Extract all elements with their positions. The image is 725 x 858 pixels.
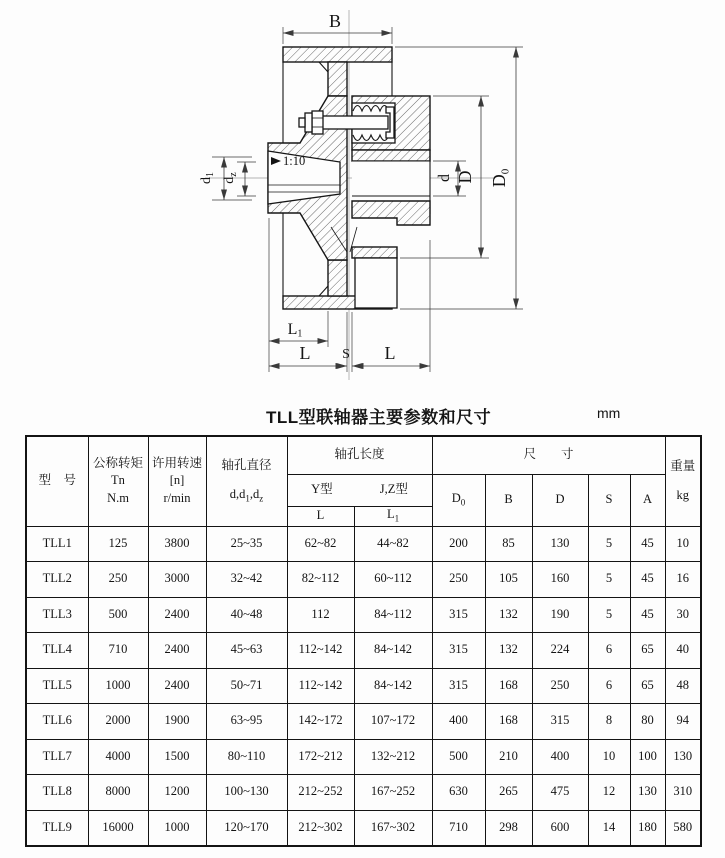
col-header-bore-diameter xyxy=(206,436,287,526)
table-cell: TLL4 xyxy=(26,633,88,669)
table-cell: 84~142 xyxy=(354,668,432,704)
table-cell: 16 xyxy=(665,562,701,598)
table-row xyxy=(26,597,701,633)
y-type-label: Y型 xyxy=(311,482,333,497)
table-cell: 212~302 xyxy=(287,810,354,846)
bore-dia-line2: $d,d_1,d_z$ xyxy=(229,486,264,504)
table-cell: 1000 xyxy=(148,810,206,846)
table-row xyxy=(26,633,701,669)
table-cell: 167~252 xyxy=(354,775,432,811)
table-row xyxy=(26,810,701,846)
table-cell: 48 xyxy=(665,668,701,704)
speed-line2: [n] xyxy=(169,473,185,488)
table-cell: 10 xyxy=(665,526,701,562)
table-cell: 112~142 xyxy=(287,668,354,704)
table-cell: 1900 xyxy=(148,704,206,740)
speed-line3: r/min xyxy=(163,491,191,506)
table-cell: 132 xyxy=(485,633,532,669)
table-cell: 16000 xyxy=(88,810,148,846)
table-cell: 315 xyxy=(532,704,588,740)
table-cell: 65 xyxy=(630,633,665,669)
table-cell: 120~170 xyxy=(206,810,287,846)
table-cell: 45~63 xyxy=(206,633,287,669)
table-cell: 14 xyxy=(588,810,630,846)
table-cell: 710 xyxy=(432,810,485,846)
table-cell: 100~130 xyxy=(206,775,287,811)
dim-label-dz: $d_z$ xyxy=(222,172,239,184)
dim-label-l-left: L xyxy=(299,343,311,363)
table-cell: 8000 xyxy=(88,775,148,811)
bore-dia-line1: 轴孔直径 xyxy=(221,458,272,473)
table-cell: 500 xyxy=(432,739,485,775)
speed-line1: 许用转速 xyxy=(151,455,202,470)
dim-label-l1: L1 xyxy=(287,321,303,340)
torque-line2: Tn xyxy=(111,473,125,488)
table-cell: 3800 xyxy=(148,526,206,562)
table-cell: 25~35 xyxy=(206,526,287,562)
table-cell: 2000 xyxy=(88,704,148,740)
table-cell: 60~112 xyxy=(354,562,432,598)
table-cell: 630 xyxy=(432,775,485,811)
dim-label-l-right: L xyxy=(384,343,396,363)
table-cell: 1500 xyxy=(148,739,206,775)
table-cell: 130 xyxy=(532,526,588,562)
table-cell: 6 xyxy=(588,633,630,669)
table-cell: 265 xyxy=(485,775,532,811)
table-cell: 1200 xyxy=(148,775,206,811)
col-header-torque xyxy=(88,436,148,526)
table-cell: 132 xyxy=(485,597,532,633)
table-cell: 475 xyxy=(532,775,588,811)
unit-label: mm xyxy=(597,405,621,421)
dim-label-s: S xyxy=(342,347,350,362)
taper-label: 1:10 xyxy=(283,154,306,168)
col-header-A: A xyxy=(630,474,665,526)
table-cell: 2400 xyxy=(148,597,206,633)
table-cell: 130 xyxy=(665,739,701,775)
table-cell: 40~48 xyxy=(206,597,287,633)
table-cell: TLL1 xyxy=(26,526,88,562)
table-cell: 112~142 xyxy=(287,633,354,669)
table-cell: 224 xyxy=(532,633,588,669)
table-cell: 400 xyxy=(532,739,588,775)
table-cell: 1000 xyxy=(88,668,148,704)
table-cell: TLL8 xyxy=(26,775,88,811)
table-cell: 85 xyxy=(485,526,532,562)
table-row xyxy=(26,562,701,598)
table-cell: 84~112 xyxy=(354,597,432,633)
subheader-bore-types xyxy=(287,474,432,506)
table-cell: 80~110 xyxy=(206,739,287,775)
table-cell: TLL5 xyxy=(26,668,88,704)
table-cell: 30 xyxy=(665,597,701,633)
table-cell: 63~95 xyxy=(206,704,287,740)
table-cell: 5 xyxy=(588,597,630,633)
table-cell: 50~71 xyxy=(206,668,287,704)
dim-dz xyxy=(222,162,256,196)
table-cell: 100 xyxy=(630,739,665,775)
torque-line3: N.m xyxy=(107,491,129,506)
table-cell: 10 xyxy=(588,739,630,775)
col-header-D: D xyxy=(532,474,588,526)
table-cell: 315 xyxy=(432,597,485,633)
parameters-table xyxy=(25,435,702,847)
table-cell: 45 xyxy=(630,526,665,562)
table-cell: 62~82 xyxy=(287,526,354,562)
table-cell: 44~82 xyxy=(354,526,432,562)
table-cell: 172~212 xyxy=(287,739,354,775)
table-cell: 94 xyxy=(665,704,701,740)
table-cell: 112 xyxy=(287,597,354,633)
table-cell: 315 xyxy=(432,668,485,704)
table-cell: 168 xyxy=(485,704,532,740)
coupling-drawing xyxy=(0,0,725,398)
table-cell: 200 xyxy=(432,526,485,562)
col-header-model: 型 号 xyxy=(26,436,88,526)
dim-label-d: d xyxy=(436,174,453,182)
table-cell: 45 xyxy=(630,562,665,598)
col-header-L1: $L_1$ xyxy=(354,506,432,526)
table-cell: 310 xyxy=(665,775,701,811)
table-cell: 2400 xyxy=(148,633,206,669)
dim-label-d-cap: D xyxy=(455,170,475,184)
table-cell: 82~112 xyxy=(287,562,354,598)
table-row xyxy=(26,739,701,775)
torque-line1: 公称转矩 xyxy=(92,455,143,470)
table-cell: 6 xyxy=(588,668,630,704)
table-cell: 5 xyxy=(588,526,630,562)
table-cell: 600 xyxy=(532,810,588,846)
dim-S xyxy=(336,312,363,372)
table-row xyxy=(26,526,701,562)
table-cell: TLL9 xyxy=(26,810,88,846)
weight-line1: 重量 xyxy=(670,459,696,474)
table-body xyxy=(26,526,701,846)
table-row xyxy=(26,775,701,811)
table-cell: 125 xyxy=(88,526,148,562)
col-header-L: L xyxy=(287,506,354,526)
table-cell: 500 xyxy=(88,597,148,633)
table-cell: 32~42 xyxy=(206,562,287,598)
table-cell: 580 xyxy=(665,810,701,846)
table-cell: 210 xyxy=(485,739,532,775)
table-cell: 4000 xyxy=(88,739,148,775)
table-cell: 400 xyxy=(432,704,485,740)
table-cell: TLL2 xyxy=(26,562,88,598)
table-cell: 212~252 xyxy=(287,775,354,811)
table-cell: 168 xyxy=(485,668,532,704)
centerlines xyxy=(205,10,495,380)
table-cell: 105 xyxy=(485,562,532,598)
table-cell: TLL6 xyxy=(26,704,88,740)
table-cell: 710 xyxy=(88,633,148,669)
col-header-speed xyxy=(148,436,206,526)
table-cell: 298 xyxy=(485,810,532,846)
dim-L-left xyxy=(269,312,347,372)
table-cell: 80 xyxy=(630,704,665,740)
dim-label-b: B xyxy=(328,11,342,31)
table-cell: 130 xyxy=(630,775,665,811)
table-row xyxy=(26,668,701,704)
table-cell: 8 xyxy=(588,704,630,740)
col-header-D0: $D_0$ xyxy=(432,474,485,526)
table-cell: 84~142 xyxy=(354,633,432,669)
jz-type-label: J,Z型 xyxy=(379,482,408,497)
table-cell: 142~172 xyxy=(287,704,354,740)
group-header-dimensions: 尺 寸 xyxy=(432,436,665,474)
table-cell: 160 xyxy=(532,562,588,598)
table-cell: 3000 xyxy=(148,562,206,598)
col-header-B: B xyxy=(485,474,532,526)
dim-B xyxy=(283,11,392,44)
table-cell: 107~172 xyxy=(354,704,432,740)
table-cell: 5 xyxy=(588,562,630,598)
table-cell: 2400 xyxy=(148,668,206,704)
group-header-bore-length: 轴孔长度 xyxy=(287,436,432,474)
table-cell: 40 xyxy=(665,633,701,669)
col-header-S: S xyxy=(588,474,630,526)
table-cell: 132~212 xyxy=(354,739,432,775)
table-cell: 167~302 xyxy=(354,810,432,846)
table-cell: 250 xyxy=(532,668,588,704)
table-cell: 45 xyxy=(630,597,665,633)
table-cell: 65 xyxy=(630,668,665,704)
table-cell: 12 xyxy=(588,775,630,811)
table-cell: 250 xyxy=(88,562,148,598)
table-row xyxy=(26,704,701,740)
dim-label-d0: D0 xyxy=(489,168,512,188)
table-title: TLL型联轴器主要参数和尺寸 xyxy=(266,408,492,427)
table-cell: 250 xyxy=(432,562,485,598)
table-cell: 190 xyxy=(532,597,588,633)
table-cell: 315 xyxy=(432,633,485,669)
dim-label-d1: $d_1$ xyxy=(199,172,216,184)
weight-line2: kg xyxy=(676,487,690,502)
col-header-weight xyxy=(665,436,701,526)
table-cell: 180 xyxy=(630,810,665,846)
table-cell: TLL7 xyxy=(26,739,88,775)
table-cell: TLL3 xyxy=(26,597,88,633)
